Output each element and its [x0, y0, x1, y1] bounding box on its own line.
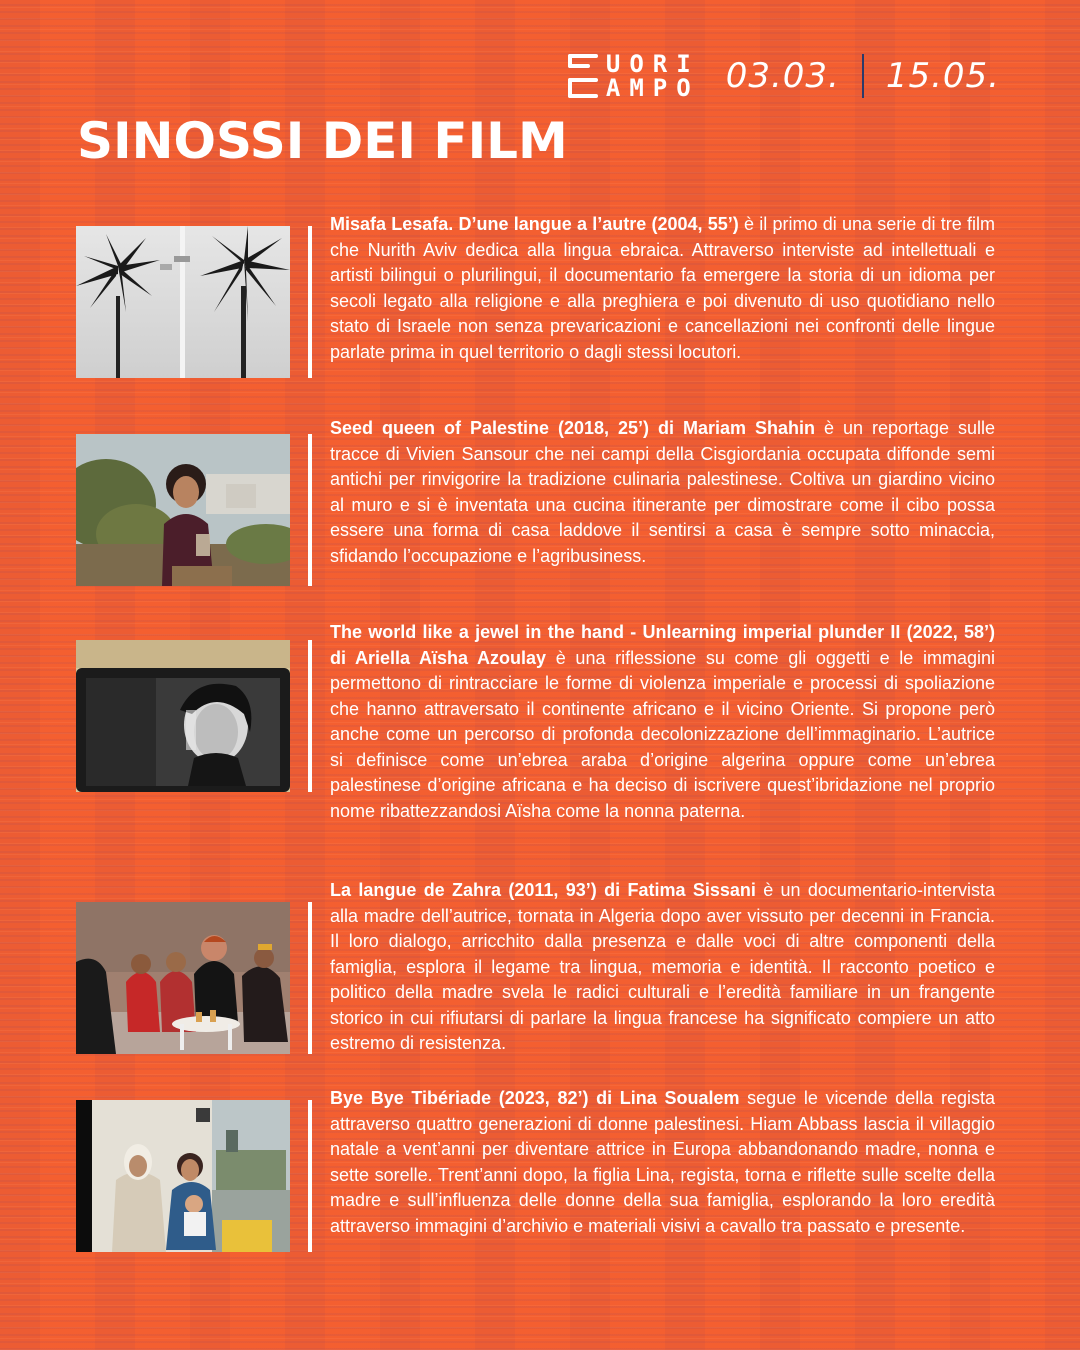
- film-5-divider-line: [308, 1100, 312, 1252]
- date-start: 03.03.: [725, 56, 840, 96]
- film-entry-2: [76, 416, 996, 586]
- film-4-title: La langue de Zahra (2011, 93’) di Fatima Sissani: [330, 880, 756, 900]
- date-end: 15.05.: [885, 56, 1000, 96]
- logo-letter-shapes: [568, 52, 598, 100]
- logo-line-2: AMPO: [605, 74, 700, 102]
- film-5-thumbnail: [76, 1100, 290, 1252]
- film-entry-4: [76, 878, 996, 1056]
- film-2-title: Seed queen of Palestine (2018, 25’) di Mariam Shahin: [330, 418, 815, 438]
- film-entry-5: [76, 1086, 996, 1256]
- film-1-thumbnail: [76, 226, 290, 378]
- film-1-title: Misafa Lesafa. D’une langue a l’autre (2004, 55’): [330, 214, 739, 234]
- film-3-synopsis: [330, 620, 995, 824]
- film-entry-1: [76, 212, 996, 382]
- film-1-description: è il primo di una serie di tre film che Nurith Aviv dedica alla lingua ebraica. Attraverso interviste ad intellettuali e artisti bilingui o plurilingui, il documentario fa emergere la storia di un idioma per secoli legato alla religione e alla preghiera e poi divenuto di uso quotidiano nello stato di Israele non senza prevaricazioni e cancellazioni nei confronti delle lingue parlate prima in quel territorio o dagli stessi locutori.: [330, 214, 995, 362]
- logo-line-1: UORI: [605, 50, 700, 78]
- film-4-divider-line: [308, 902, 312, 1054]
- film-4-thumbnail: [76, 902, 290, 1054]
- film-5-description: segue le vicende della regista attraverso quattro generazioni di donne palestinesi. Hiam Abbass lascia il villaggio natale a vent’anni per diventare attrice in Europa abbandonando madre, nonna e sette sorelle. Trent’anni dopo, la figlia Lina, regista, torna e riflette sulle scelte della madre e sull’influenza delle donne della sua famiglia, esplorando la loro eredità attraverso immagini d’archivio e materiali visivi a cavallo tra passato e presente.: [330, 1088, 995, 1236]
- film-5-synopsis: [330, 1086, 995, 1239]
- fuori-campo-logo: [568, 52, 700, 100]
- film-4-synopsis: [330, 878, 995, 1057]
- film-3-description: è una riflessione su come gli oggetti e le immagini permettono di rintracciare le forme di violenza imperiale e processi di spoliazione che hanno attraversato il continente africano e il vicino Oriente. Si propone però anche come un percorso di profonda decolonizzazione dell’immaginario. L’autrice si definisce come un’ebrea araba d’origine algerina oppure come un’ebrea palestinese d’origine africana e ha deciso di iscrivere quest’ibridazione nel proprio nome ribattezzandosi Aïsha come la nonna paterna.: [330, 647, 995, 821]
- date-divider: [862, 54, 864, 98]
- film-entry-3: [76, 620, 996, 840]
- film-2-synopsis: [330, 416, 995, 569]
- film-3-divider-line: [308, 640, 312, 792]
- film-3-thumbnail: [76, 640, 290, 792]
- film-2-divider-line: [308, 434, 312, 586]
- film-4-description: è un documentario-intervista alla madre dell’autrice, tornata in Algeria dopo aver vissuto per decenni in Francia. Il loro dialogo, arricchito dalla presenza e dalle voci di altre componenti della famiglia, esplora il legame tra lingua, memoria e identità. Il racconto poetico e politico della madre svela le radici culturali e l’eredità familiare in un frangente storico in cui rifiutarsi di parlare la lingua francese ha significato compiere un atto estremo di resistenza.: [330, 880, 995, 1053]
- film-2-thumbnail: [76, 434, 290, 586]
- film-3-title: The world like a jewel in the hand - Unlearning imperial plunder II (2022, 58’) di Ariella Aïsha Azoulay: [330, 622, 995, 668]
- page-title: SINOSSI DEI FILM: [77, 112, 568, 170]
- header: [568, 50, 1000, 102]
- film-5-title: Bye Bye Tibériade (2023, 82’) di Lina Soualem: [330, 1088, 740, 1108]
- film-1-synopsis: [330, 212, 995, 365]
- film-2-description: è un reportage sulle tracce di Vivien Sansour che nei campi della Cisgiordania occupata diffonde semi antichi per rinvigorire la tradizione culinaria palestinese. Coltiva un giardino vicino al muro e si è inventata una cucina itinerante per dimostrare come il cibo possa essere una forma di casa laddove il sentirsi a casa è sempre sotto minaccia, sfidando l’occupazione e l’agribusiness.: [330, 418, 996, 566]
- film-1-divider-line: [308, 226, 312, 378]
